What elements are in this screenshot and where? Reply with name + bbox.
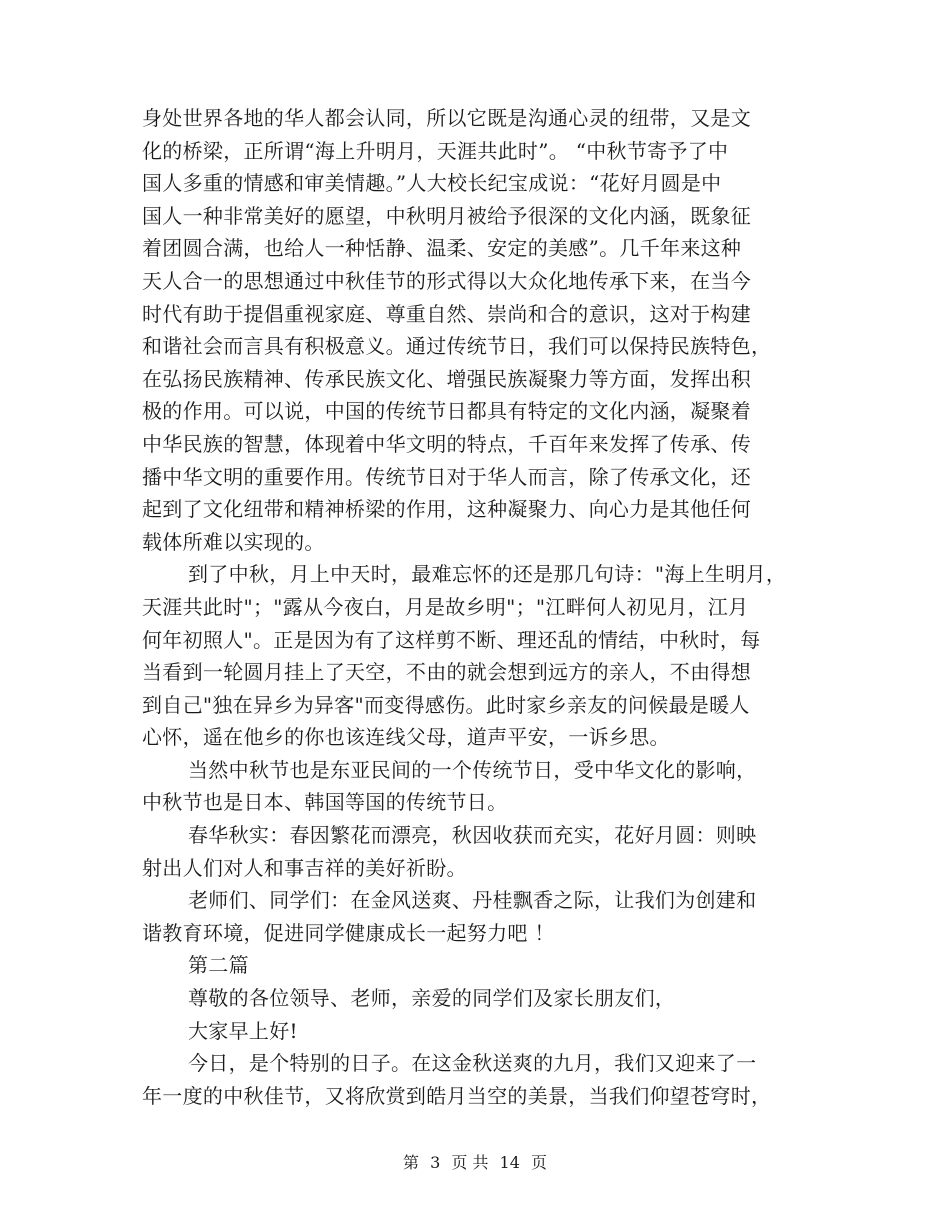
total-page-count: 14 <box>499 1153 520 1172</box>
text-line: 国人多重的情感和审美情趣。”人大校长纪宝成说：“花好月圆是中 <box>142 171 722 196</box>
text-line: 到自己"独在异乡为异客"而变得感伤。此时家乡亲友的问候最是暖人 <box>142 692 750 717</box>
text-line: 谐教育环境，促进同学健康成长一起努力吧 ！ <box>142 920 555 945</box>
text-line: 何年初照人"。正是因为有了这样剪不断、理还乱的情结，中秋时，每 <box>142 627 761 652</box>
text-line: 今日，是个特别的日子。在这金秋送爽的九月，我们又迎来了一 <box>188 1051 757 1076</box>
text-line: 播中华文明的重要作用。传统节日对于华人而言，除了传承文化，还 <box>142 464 751 489</box>
text-line: 春华秋实：春因繁花而漂亮，秋因收获而充实，花好月圆：则映 <box>188 823 757 848</box>
text-line: 大家早上好! <box>188 1018 298 1043</box>
text-line: 时代有助于提倡重视家庭、尊重自然、崇尚和合的意识，这对于构建 <box>142 301 751 326</box>
text-line: 载体所难以实现的。 <box>142 529 325 554</box>
text-line: 极的作用。可以说，中国的传统节日都具有特定的文化内涵，凝聚着 <box>142 399 751 424</box>
footer-suffix: 页 <box>531 1153 548 1172</box>
text-line: 当然中秋节也是东亚民间的一个传统节日，受中华文化的影响， <box>188 757 757 782</box>
text-line: 着团圆合满，也给人一种恬静、温柔、安定的美感”。几千年来这种 <box>142 236 742 261</box>
text-line: 身处世界各地的华人都会认同，所以它既是沟通心灵的纽带，又是文 <box>142 106 751 130</box>
text-line: 起到了文化纽带和精神桥梁的作用，这种凝聚力、向心力是其他任何 <box>142 497 751 522</box>
text-line: 心怀，遥在他乡的你也该连线父母，道声平安，一诉乡思。 <box>142 725 670 750</box>
text-line: 中华民族的智慧，体现着中华文明的特点，千百年来发挥了传承、传 <box>142 431 751 456</box>
text-line: 年一度的中秋佳节，又将欣赏到皓月当空的美景，当我们仰望苍穹时， <box>142 1083 772 1108</box>
current-page-number: 3 <box>430 1153 441 1172</box>
text-line: 化的桥梁，正所谓“海上升明月，天涯共此时”。 “中秋节寄予了中 <box>142 138 729 163</box>
page-footer <box>0 1150 950 1173</box>
text-line: 中秋节也是日本、韩国等国的传统节日。 <box>142 790 508 815</box>
document-body <box>142 102 812 1112</box>
footer-prefix: 第 <box>402 1153 419 1172</box>
footer-middle: 页 共 <box>451 1153 489 1172</box>
text-line: 到了中秋，月上中天时，最难忘怀的还是那几句诗："海上生明月， <box>188 562 787 587</box>
text-line: 尊敬的各位领导、老师，亲爱的同学们及家长朋友们， <box>188 986 676 1011</box>
text-line: 天人合一的思想通过中秋佳节的形式得以大众化地传承下来，在当今 <box>142 268 751 293</box>
text-line: 老师们、同学们：在金风送爽、丹桂飘香之际，让我们为创建和 <box>188 888 757 913</box>
text-line: 当看到一轮圆月挂上了天空，不由的就会想到远方的亲人，不由得想 <box>142 660 751 685</box>
section-heading: 第二篇 <box>188 953 249 978</box>
text-line: 国人一种非常美好的愿望，中秋明月被给予很深的文化内涵，既象征 <box>142 203 751 228</box>
text-line: 和谐社会而言具有积极意义。通过传统节日，我们可以保持民族特色， <box>142 334 772 359</box>
text-line: 在弘扬民族精神、传承民族文化、增强民族凝聚力等方面，发挥出积 <box>142 366 751 391</box>
text-line: 射出人们对人和事吉祥的美好祈盼。 <box>142 855 467 880</box>
text-line: 天涯共此时"；"露从今夜白，月是故乡明"；"江畔何人初见月，江月 <box>142 594 749 619</box>
